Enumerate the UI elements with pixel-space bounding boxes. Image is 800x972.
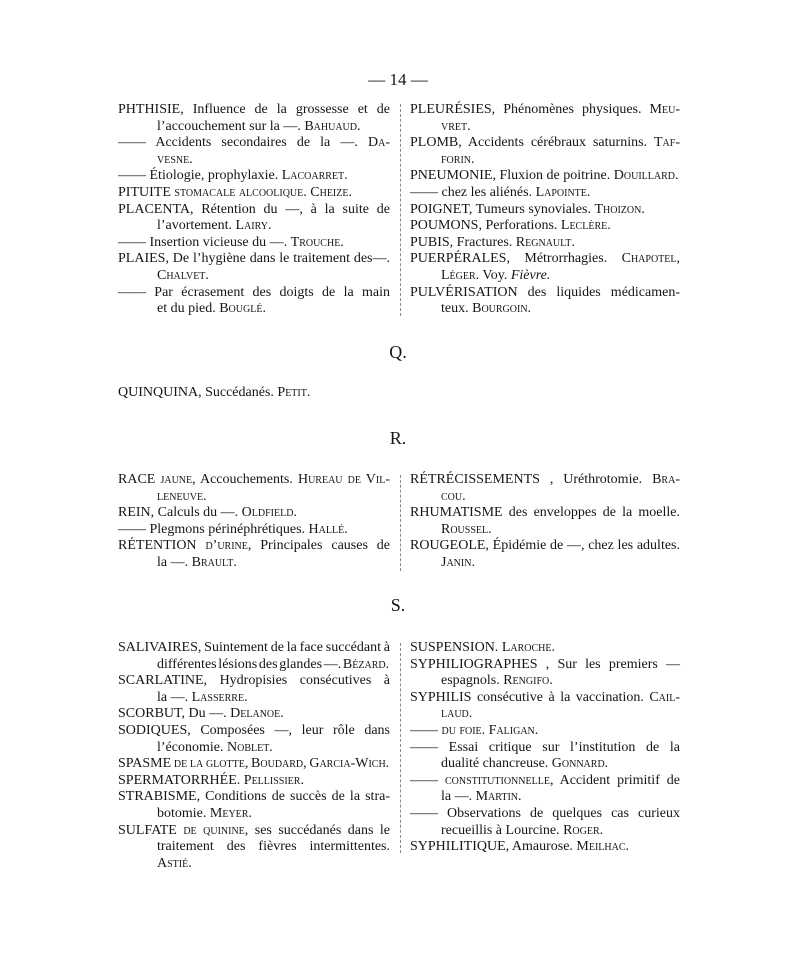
entry-line (410, 839, 680, 856)
entry-line (118, 823, 390, 840)
italic-text: Fièvre. (510, 267, 551, 283)
entry-line (118, 301, 390, 318)
index-entry (410, 723, 680, 740)
index-entry (410, 285, 680, 318)
index-entry (410, 690, 680, 723)
column-divider (400, 643, 401, 853)
small-caps-text: Laroche. (501, 640, 555, 655)
index-entry (118, 505, 390, 522)
entry-line (118, 505, 390, 522)
entry-line (410, 555, 680, 572)
entry-line (410, 152, 680, 169)
section-s-left-column (118, 640, 390, 872)
entry-text: —— Plegmons périnéphrétiques. (118, 521, 309, 537)
small-caps-text: Hallé. (308, 521, 348, 537)
index-entry (118, 706, 390, 723)
entry-line (118, 119, 390, 136)
entry-text: la —. (157, 554, 192, 570)
small-caps-text: Meyer. (209, 805, 252, 821)
section-s-right-column (410, 640, 680, 856)
small-caps-text: leneuve. (157, 488, 207, 504)
index-entry (118, 789, 390, 822)
entry-line (118, 251, 390, 268)
entry-text: RÉTENTION (118, 538, 206, 554)
small-caps-text: Bra- (652, 472, 680, 487)
entry-line (410, 268, 680, 285)
entry-text: SPASME (118, 756, 174, 772)
index-entry (118, 235, 390, 252)
entry-text: la —. (157, 689, 192, 705)
index-entry (118, 673, 390, 706)
small-caps-text: Gonnard. (551, 756, 609, 772)
entry-text: l’avortement. (157, 218, 236, 234)
entry-text: l’accouchement sur la —. (157, 118, 305, 134)
entry-line (410, 740, 680, 757)
small-caps-text: vesne. (157, 151, 193, 167)
entry-line (410, 505, 680, 522)
index-entry (410, 657, 680, 690)
entry-line (410, 119, 680, 136)
entry-text: SYPHILIOGRAPHES , Sur les premiers — (410, 656, 680, 672)
entry-text: SULFATE (118, 822, 184, 838)
entry-line (118, 673, 390, 690)
entry-text: —— Insertion vicieuse du —. (118, 234, 291, 250)
entry-line (118, 773, 390, 790)
index-entry (118, 251, 390, 284)
entry-line (118, 135, 390, 152)
entry-text: PHTHISIE, Influence de la grossesse et de (118, 102, 390, 117)
entry-text: —— Accidents secondaires de la —. (118, 135, 368, 151)
small-caps-text: Noblet. (226, 739, 273, 755)
small-caps-text: Pellissier. (243, 772, 304, 788)
entry-line (118, 268, 390, 285)
entry-text: —— (410, 772, 445, 788)
entry-line (118, 839, 390, 856)
index-entry (118, 823, 390, 873)
entry-text: et du pied. (157, 301, 220, 317)
small-caps-text: Bahuaud. (304, 118, 361, 134)
entry-line (118, 856, 390, 873)
small-caps-text: cou. (441, 488, 466, 504)
entry-text: SCARLATINE, Hydropisies consécutives à (118, 673, 390, 689)
entry-text: dualité chancreuse. (441, 756, 552, 772)
entry-line (118, 756, 390, 773)
entry-text: teux. (441, 301, 473, 317)
section-p-right-column (410, 102, 680, 318)
entry-line (410, 657, 680, 674)
column-divider (400, 475, 401, 571)
small-caps-text: stomacale alcoolique. Cheize. (174, 184, 352, 200)
small-caps-text: Lapointe. (535, 184, 591, 200)
small-caps-text: Hureau de Vil- (297, 472, 391, 487)
entry-line (118, 185, 390, 202)
index-entry (118, 756, 390, 773)
entry-text: , Accouchements. (192, 472, 298, 487)
index-entry (118, 168, 390, 185)
section-letter-s: S. (390, 595, 406, 615)
entry-line (118, 218, 390, 235)
entry-text: , (244, 756, 252, 772)
index-entry (410, 472, 680, 505)
entry-text: —— Observations de quelques cas curieux (410, 805, 680, 821)
entry-text: espagnols. (441, 673, 504, 689)
small-caps-text: forin. (441, 151, 475, 167)
small-caps-text: Petit. (277, 385, 311, 400)
small-caps-text: Bézard. (342, 656, 390, 672)
entry-line (410, 472, 680, 489)
entry-line (118, 789, 390, 806)
entry-line (118, 152, 390, 169)
index-entry (118, 185, 390, 202)
entry-text: SYPHILIS consécutive à la vaccination. (410, 689, 650, 705)
entry-text: PITUITE (118, 184, 175, 200)
entry-text: REIN, Calculs du —. (118, 505, 242, 521)
section-letter-r: R. (389, 428, 407, 448)
index-entry (410, 218, 680, 235)
section-letter-q: Q. (389, 342, 407, 362)
section-p-left-column (118, 102, 390, 318)
index-entry (410, 202, 680, 219)
small-caps-text: Lacoarret. (281, 168, 348, 184)
entry-text: PUERPÉRALES, Métrorrhagies. (410, 251, 622, 267)
small-caps-text: Léger. (441, 267, 480, 283)
section-r-left-column (118, 472, 390, 572)
small-caps-text: Bourgoin. (472, 301, 532, 317)
small-caps-text: Douillard. (613, 168, 679, 184)
entry-line (118, 168, 390, 185)
small-caps-text: Roussel. (441, 521, 492, 537)
index-entry (118, 640, 390, 673)
entry-line (118, 657, 390, 674)
small-caps-text: Regnault. (515, 234, 575, 250)
small-caps-text: de la glotte (173, 756, 245, 772)
index-entry (410, 102, 680, 135)
entry-line (118, 472, 390, 489)
entry-line (410, 789, 680, 806)
entry-text: —— chez les aliénés. (410, 184, 536, 200)
index-entry (410, 168, 680, 185)
entry-text: PUBIS, Fractures. (410, 234, 516, 250)
entry-text: —— Essai critique sur l’institution de la (410, 739, 680, 755)
entry-line (118, 640, 390, 657)
small-caps-text: Lasserre. (191, 689, 248, 705)
entry-text: PLEURÉSIES, Phénomènes physiques. (410, 102, 650, 117)
entry-line (410, 301, 680, 318)
page-number: — 14 — (368, 70, 428, 89)
entry-line (118, 706, 390, 723)
small-caps-text: Chalvet. (157, 267, 209, 283)
entry-text: ROUGEOLE, Épidémie de —, chez les adultes. (410, 538, 680, 554)
index-entry (118, 285, 390, 318)
entry-line (410, 706, 680, 723)
small-caps-text: Trouche. (290, 234, 344, 250)
entry-text: , ses succédanés dans le (244, 822, 390, 838)
entry-line (410, 251, 680, 268)
small-caps-text: constitutionnelle (444, 772, 550, 788)
index-entry (118, 538, 390, 571)
entry-line (118, 723, 390, 740)
entry-line (410, 285, 680, 302)
entry-line (118, 285, 390, 302)
index-entry (118, 135, 390, 168)
small-caps-text: Janin. (441, 554, 475, 570)
small-caps-text: Da- (368, 135, 390, 151)
column-divider (400, 104, 401, 316)
index-entry (410, 235, 680, 252)
entry-text: PLACENTA, Rétention du —, à la suite de (118, 201, 390, 217)
entry-text: —— Étiologie, prophylaxie. (118, 168, 282, 184)
entry-text: POIGNET, Tumeurs synoviales. (410, 201, 595, 217)
entry-line (410, 723, 680, 740)
index-entry (410, 773, 680, 806)
index-entry (118, 723, 390, 756)
index-entry (118, 202, 390, 235)
entry-text: , Accident primitif de (549, 772, 681, 788)
entry-text: RACE (118, 472, 161, 487)
entry-text: PULVÉRISATION des liquides médicamen- (410, 284, 680, 300)
small-caps-text: d’urine (205, 538, 248, 554)
entry-line (410, 806, 680, 823)
entry-text: différentes lésions des glandes —. (157, 656, 343, 672)
section-r-right-column (410, 472, 680, 572)
section-q-column (118, 385, 390, 402)
index-entry (410, 135, 680, 168)
small-caps-text: laud. (441, 706, 473, 722)
entry-line (410, 690, 680, 707)
entry-text: SALIVAIRES, Suintement de la face succédant à (118, 640, 390, 655)
entry-text: traitement des fièvres intermittentes. (157, 839, 390, 855)
small-caps-text: Thoizon. (594, 201, 645, 217)
index-entry (410, 740, 680, 773)
entry-text: SCORBUT, Du —. (118, 706, 231, 722)
entry-text: RÉTRÉCISSEMENTS , Uréthrotomie. (410, 472, 653, 487)
small-caps-text: Delanoe. (230, 706, 284, 722)
entry-text: PLOMB, Accidents cérébraux saturnins. (410, 135, 654, 151)
small-caps-text: Boudard, Garcia-Wich. (251, 756, 390, 772)
index-entry (118, 102, 390, 135)
small-caps-text: Roger. (563, 822, 604, 838)
entry-line (410, 640, 680, 657)
small-caps-text: jaune (160, 472, 193, 487)
entry-line (410, 168, 680, 185)
index-entry (410, 185, 680, 202)
entry-text: , Principales causes de (247, 538, 390, 554)
small-caps-text: Martin. (475, 789, 522, 805)
entry-line (118, 385, 390, 402)
small-caps-text: Brault. (191, 554, 237, 570)
entry-line (118, 235, 390, 252)
entry-text: Voy. (479, 267, 511, 283)
index-entry (410, 839, 680, 856)
entry-text: QUINQUINA, Succédanés. (118, 385, 278, 400)
small-caps-text: vret. (441, 118, 471, 134)
entry-text: —— (410, 722, 442, 738)
entry-line (118, 489, 390, 506)
entry-line (118, 555, 390, 572)
index-entry (410, 806, 680, 839)
entry-line (410, 756, 680, 773)
index-entry (410, 538, 680, 571)
entry-line (118, 806, 390, 823)
index-entry (410, 505, 680, 538)
entry-line (118, 202, 390, 219)
entry-line (118, 690, 390, 707)
entry-line (410, 673, 680, 690)
index-entry (118, 385, 390, 402)
entry-line (410, 522, 680, 539)
entry-line (118, 102, 390, 119)
index-entry (410, 640, 680, 657)
entry-text: —— Par écrasement des doigts de la main (118, 284, 390, 300)
entry-text: SODIQUES, Composées —, leur rôle dans (118, 722, 390, 738)
entry-line (118, 538, 390, 555)
small-caps-text: Leclère. (560, 218, 611, 234)
entry-text: RHUMATISME des enveloppes de la moelle. (410, 505, 680, 521)
index-entry (118, 773, 390, 790)
entry-text: SUSPENSION. (410, 640, 502, 655)
entry-text: recueillis à Lourcine. (441, 822, 564, 838)
entry-line (410, 538, 680, 555)
small-caps-text: Chapotel, (621, 251, 680, 267)
entry-text: POUMONS, Perforations. (410, 218, 561, 234)
entry-text: PLAIES, De l’hygiène dans le traitement des—. (118, 251, 390, 267)
small-caps-text: Meilhac. (576, 839, 630, 855)
small-caps-text: Oldfield. (241, 505, 297, 521)
entry-text: PNEUMONIE, Fluxion de poitrine. (410, 168, 614, 184)
small-caps-text: Astié. (157, 855, 192, 871)
entry-line (118, 740, 390, 757)
entry-line (410, 218, 680, 235)
entry-text: SPERMATORRHÉE. (118, 772, 244, 788)
entry-text: SYPHILITIQUE, Amaurose. (410, 839, 577, 855)
small-caps-text: Bouglé. (219, 301, 266, 317)
small-caps-text: Cail- (649, 689, 680, 705)
index-entry (118, 522, 390, 539)
entry-line (410, 202, 680, 219)
entry-line (410, 235, 680, 252)
small-caps-text: de quinine (183, 822, 245, 838)
entry-line (410, 773, 680, 790)
entry-line (410, 135, 680, 152)
small-caps-text: du foie. Faligan. (441, 722, 539, 738)
entry-line (410, 823, 680, 840)
entry-line (410, 185, 680, 202)
small-caps-text: Rengifo. (503, 673, 553, 689)
entry-text: STRABISME, Conditions de succès de la stra- (118, 789, 390, 805)
entry-text: botomie. (157, 805, 210, 821)
small-caps-text: Lairy. (235, 218, 272, 234)
small-caps-text: Meu- (649, 102, 680, 117)
small-caps-text: Taf- (654, 135, 680, 151)
index-entry (410, 251, 680, 284)
index-entry (118, 472, 390, 505)
entry-text: la —. (441, 789, 476, 805)
entry-line (118, 522, 390, 539)
entry-text: l’économie. (157, 739, 227, 755)
entry-line (410, 102, 680, 119)
entry-line (410, 489, 680, 506)
